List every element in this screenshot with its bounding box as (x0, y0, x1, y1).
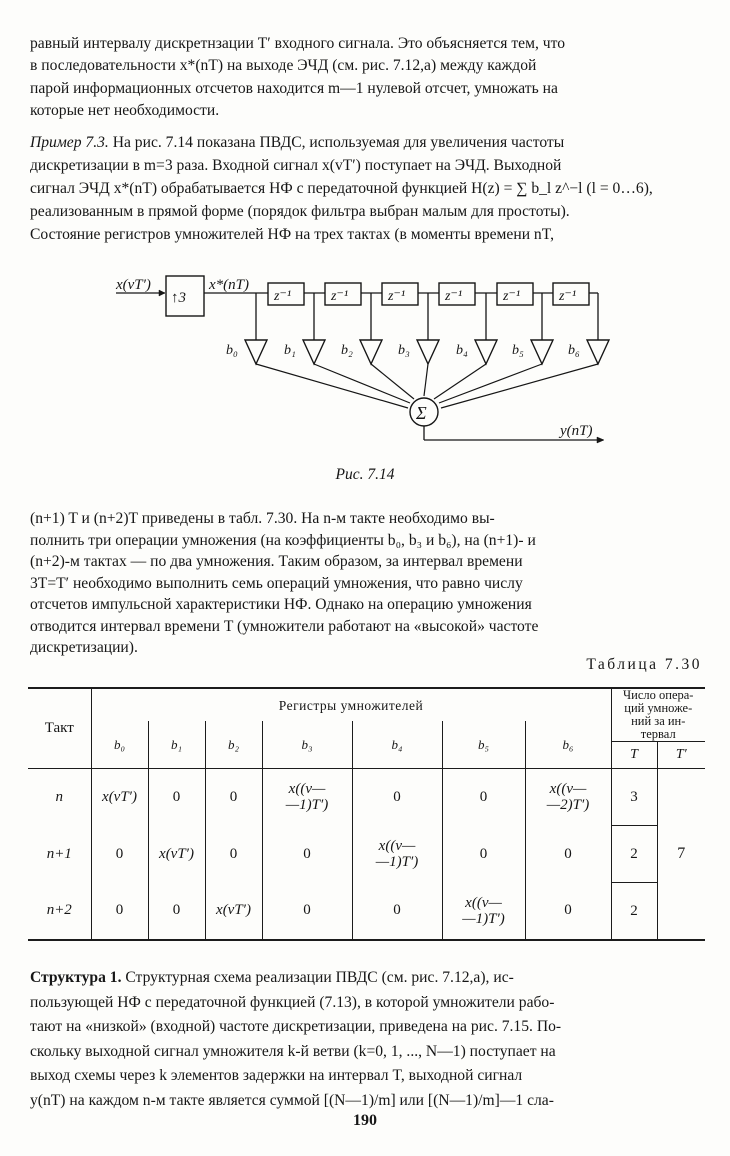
delay-label-6: z⁻¹ (559, 289, 577, 304)
cell-b0: 0 (91, 883, 148, 941)
example-text: На рис. 7.14 показана ПВДС, используемая для увеличения частоты дискретизации в m=3 раза. Входной сигнал x(vT′) поступает на ЭЧД. Выходной сигнал ЭЧД x*(nT) обрабатывается НФ с передаточной функцией H(z) = ∑ b_l z^−l (l = 0…6), реализованным в прямой форме (порядок фильтра выбран малым для простоты). Состояние регистров умножителей НФ на трех тактах (в моменты времени nT, (30, 134, 653, 243)
multiplier-b2 (360, 340, 382, 364)
page-number: 190 (353, 1112, 377, 1129)
cell-b2: x(vT′) (205, 883, 262, 941)
cell-b6: x((v— —2)T′) (525, 769, 611, 826)
header-b6: b₆ (525, 721, 611, 769)
cell-b5: x((v— —1)T′) (442, 883, 525, 941)
multipliers (245, 340, 609, 364)
cell-ops-T: 2 (611, 883, 657, 941)
cell-b1: 0 (148, 769, 205, 826)
example-lead: Пример 7.3. (30, 134, 109, 151)
coef-label-b3: b₃ (398, 343, 410, 358)
multiplier-b0 (245, 340, 267, 364)
coef-label-b5: b₅ (512, 343, 524, 358)
table-7-30 (28, 687, 705, 941)
cell-b2: 0 (205, 769, 262, 826)
paragraph-structure (30, 966, 706, 1113)
coef-label-b2: b₂ (341, 343, 353, 358)
row-takt: n+1 (46, 845, 72, 862)
header-b1: b₁ (148, 721, 205, 769)
coef-label-b1: b₁ (284, 343, 296, 358)
cell-b4: x((v— —1)T′) (352, 826, 442, 883)
row-takt: n (55, 788, 63, 805)
header-takt: Такт (28, 688, 91, 769)
row-takt: n+2 (28, 883, 91, 941)
cell-b3: x((v— —1)T′) (262, 769, 352, 826)
multiplier-b1 (303, 340, 325, 364)
cell-b5: 0 (442, 826, 525, 883)
header-b2: b₂ (205, 721, 262, 769)
cell-b6: 0 (525, 883, 611, 941)
structure-lead: Структура 1. (30, 969, 122, 986)
table-row (28, 883, 705, 941)
output-arrow (597, 437, 604, 443)
header-b5: b₅ (442, 721, 525, 769)
cell-b1: 0 (148, 883, 205, 941)
expander-label: ↑3 (171, 290, 186, 306)
multiplier-b5 (531, 340, 553, 364)
cell-b0: 0 (91, 826, 148, 883)
delay-label-1: z⁻¹ (274, 289, 292, 304)
structure-text: Структурная схема реализации ПВДС (см. рис. 7.12,a), ис- пользующей НФ с передаточной функцией (7.13), в которой умножители рабо- тают на «низкой» (входной) частоте дискретизации, приведена на рис. 7.15. По- скольку выходной сигнал умножителя k-й ветви (k=0, 1, ..., N—1) поступает на выход схемы через k элементов задержки на интервал T, выходной сигнал y(nT) на каждом n-м такте является суммой [(N—1)/m] или [(N—1)/m]—1 сла- (30, 969, 562, 1109)
multiplier-b3 (417, 340, 439, 364)
paragraph-3: (n+1) T и (n+2)T приведены в табл. 7.30. На n-м такте необходимо вы- полнить три операции умножения (на коэффициенты b₀, b₃ и b₆), на (n+1)- и (n+2)-м тактах — по два умножения. Таким образом, за интервал времени 3T=T′ необходимо выполнить семь операций умножения, что равно числу отсчетов импульсной характеристики НФ. Однако на операцию умножения отводится интервал времени T (умножители работают на «высокой» частоте дискретизации). (30, 510, 539, 656)
delay-label-3: z⁻¹ (388, 289, 406, 304)
paragraph-example (30, 131, 706, 246)
coef-label-b6: b₆ (568, 343, 580, 358)
header-T-prime: T′ (657, 742, 705, 769)
table-row (28, 826, 705, 883)
cell-b2: 0 (205, 826, 262, 883)
header-registers: Регистры умножителей (91, 688, 611, 721)
cell-b0: x(vT′) (91, 769, 148, 826)
figure-caption: Рис. 7.14 (335, 466, 395, 483)
cell-b1: x(vT′) (148, 826, 205, 883)
taps (256, 293, 598, 340)
figure-7-14 (0, 262, 730, 462)
header-T: T (611, 742, 657, 769)
output-label: y(nT) (560, 423, 593, 439)
multiplier-b4 (475, 340, 497, 364)
cell-b3: 0 (262, 826, 352, 883)
header-b4: b₄ (352, 721, 442, 769)
coefficient-labels (226, 343, 580, 358)
coef-label-b4: b₄ (456, 343, 468, 358)
cell-b6: 0 (525, 826, 611, 883)
cell-b3: 0 (262, 883, 352, 941)
delay-label-5: z⁻¹ (503, 289, 521, 304)
cell-b4: 0 (352, 769, 442, 826)
header-ops: Число опера- ций умноже- ний за ин- тервал (611, 688, 705, 742)
cell-b4: 0 (352, 883, 442, 941)
input-label: x(vT′) (116, 277, 151, 293)
cell-ops-T-prime: 7 (657, 769, 705, 941)
table-caption: Таблица 7.30 (586, 656, 702, 673)
paragraph-1: равный интервалу дискретнзации T′ входного сигнала. Это объясняется тем, что в последовательности x*(nT) на выходе ЭЧД (см. рис. 7.12,a) между каждой парой информационных отсчетов находится m—1 нулевой отсчет, умножать на которые нет необходимости. (30, 35, 566, 120)
delay-chain (268, 283, 598, 305)
delay-label-4: z⁻¹ (445, 289, 463, 304)
header-b0: b₀ (91, 721, 148, 769)
table-row (28, 769, 705, 826)
multiplier-b6 (587, 340, 609, 364)
header-b3: b₃ (262, 721, 352, 769)
coef-label-b0: b₀ (226, 343, 238, 358)
input-arrow (159, 290, 165, 296)
summator-label: Σ (416, 403, 427, 423)
cell-ops-T: 2 (611, 826, 657, 883)
cell-ops-T: 3 (611, 769, 657, 826)
expander-output-label: x*(nT) (209, 277, 249, 293)
cell-b5: 0 (442, 769, 525, 826)
delay-label-2: z⁻¹ (331, 289, 349, 304)
